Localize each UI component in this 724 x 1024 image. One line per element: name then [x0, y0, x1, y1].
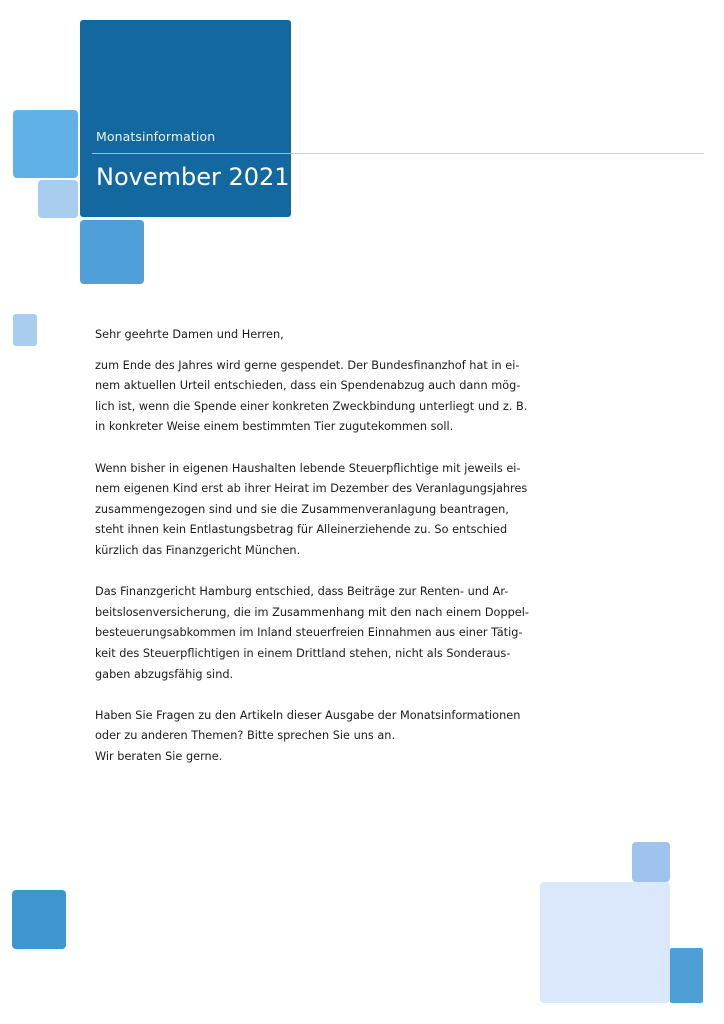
- text-line: oder zu anderen Themen? Bitte sprechen Sie uns an.: [95, 729, 396, 743]
- decor-square-bottom-right-small: [632, 842, 670, 882]
- text-line: Wir beraten Sie gerne.: [95, 749, 223, 763]
- decor-square-bottom-right-large: [540, 882, 670, 1003]
- header-kicker: Monatsinformation: [96, 129, 216, 144]
- letter-body: [95, 325, 529, 788]
- paragraph-donation: [95, 356, 528, 438]
- paragraph-single-parent-relief: [95, 459, 528, 562]
- decor-square-light: [13, 110, 78, 178]
- decor-square-bottom-left: [12, 890, 66, 949]
- decor-square-margin: [13, 314, 37, 346]
- text-line: gaben abzugsfähig sind.: [95, 667, 234, 681]
- text-line: Haben Sie Fragen zu den Artikeln dieser Ausgabe der Monatsinformationen: [95, 708, 521, 722]
- decor-square-medium: [80, 220, 144, 284]
- salutation: Sehr geehrte Damen und Herren,: [95, 328, 284, 341]
- text-line: keit des Steuerpflichtigen in einem Drittland stehen, nicht als Sonderaus-: [95, 646, 511, 660]
- header-rule: [291, 153, 704, 154]
- text-line: zum Ende des Jahres wird gerne gespendet. Der Bundesfinanzhof hat in ei-: [95, 358, 520, 372]
- text-line: in konkreter Weise einem bestimmten Tier zugutekommen soll.: [95, 420, 454, 434]
- text-line: nem eigenen Kind erst ab ihrer Heirat im Dezember des Veranlagungsjahres: [95, 482, 528, 496]
- text-line: steht ihnen kein Entlastungsbetrag für Alleinerziehende zu. So entschied: [95, 523, 508, 537]
- header-rule-inner: [92, 153, 291, 154]
- decor-square-pale: [38, 180, 78, 218]
- text-line: kürzlich das Finanzgericht München.: [95, 543, 301, 557]
- decor-square-bottom-right-accent: [670, 948, 703, 1003]
- paragraph-closing: [95, 706, 521, 768]
- text-line: besteuerungsabkommen im Inland steuerfreien Einnahmen aus einer Tätig-: [95, 626, 523, 640]
- text-line: zusammengezogen sind und sie die Zusammenveranlagung beantragen,: [95, 502, 509, 516]
- text-line: lich ist, wenn die Spende einer konkreten Zweckbindung unterliegt und z. B.: [95, 399, 528, 413]
- text-line: nem aktuellen Urteil entschieden, dass ein Spendenabzug auch dann mög-: [95, 379, 521, 393]
- text-line: Das Finanzgericht Hamburg entschied, dass Beiträge zur Renten- und Ar-: [95, 585, 509, 599]
- text-line: Wenn bisher in eigenen Haushalten lebende Steuerpflichtige mit jeweils ei-: [95, 461, 521, 475]
- page-title: November 2021: [96, 163, 290, 191]
- paragraph-social-insurance: [95, 582, 529, 685]
- text-line: beitslosenversicherung, die im Zusammenhang mit den nach einem Doppel-: [95, 605, 529, 619]
